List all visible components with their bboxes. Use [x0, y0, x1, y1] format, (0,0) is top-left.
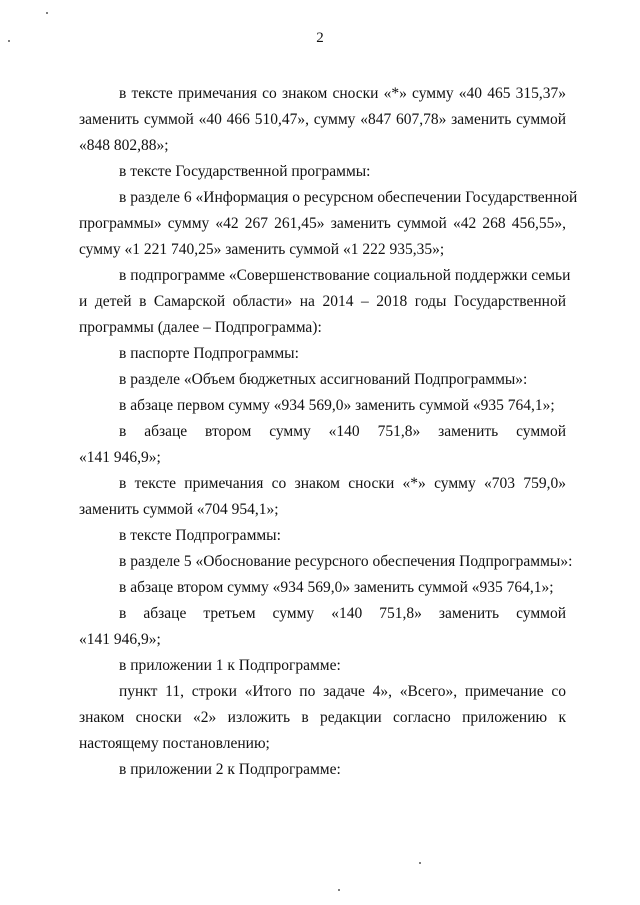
text-line: в абзаце втором сумму «140 751,8» заменить суммой	[119, 423, 566, 440]
page-number: 2	[316, 30, 324, 46]
text-line: в тексте Подпрограммы:	[119, 527, 281, 544]
text-line: в тексте Государственной программы:	[119, 163, 371, 180]
text-line: в абзаце втором сумму «934 569,0» заменить суммой «935 764,1»;	[119, 579, 554, 596]
text-line: в тексте примечания со знаком сноски «*» сумму «703 759,0»	[119, 475, 566, 492]
text-line: в разделе 6 «Информация о ресурсном обеспечении Государственной	[119, 189, 578, 206]
text-line: в абзаце первом сумму «934 569,0» заменить суммой «935 764,1»;	[119, 397, 555, 414]
text-line: в разделе 5 «Обоснование ресурсного обеспечения Подпрограммы»:	[119, 553, 573, 570]
text-line: заменить суммой «704 954,1»;	[79, 501, 279, 518]
scan-speck	[338, 889, 340, 891]
text-line: «141 946,9»;	[79, 449, 161, 466]
scan-speck	[8, 40, 10, 42]
text-line: в паспорте Подпрограммы:	[119, 345, 299, 362]
text-line: «848 802,88»;	[79, 137, 169, 154]
text-line: в приложении 1 к Подпрограмме:	[119, 657, 341, 674]
text-line: в подпрограмме «Совершенствование социальной поддержки семьи	[119, 267, 571, 284]
scan-speck	[46, 12, 48, 14]
text-line: сумму «1 221 740,25» заменить суммой «1 222 935,35»;	[79, 241, 445, 258]
text-line: в приложении 2 к Подпрограмме:	[119, 761, 341, 778]
text-line: программы (далее – Подпрограмма):	[79, 319, 322, 336]
scan-speck	[419, 862, 421, 864]
text-line: и детей в Самарской области» на 2014 – 2018 годы Государственной	[79, 293, 566, 310]
text-line: в тексте примечания со знаком сноски «*» сумму «40 465 315,37»	[119, 85, 566, 102]
text-line: в разделе «Объем бюджетных ассигнований Подпрограммы»:	[119, 371, 528, 388]
text-line: настоящему постановлению;	[79, 735, 270, 752]
text-line: пункт 11, строки «Итого по задаче 4», «Всего», примечание со	[119, 683, 566, 700]
text-line: заменить суммой «40 466 510,47», сумму «847 607,78» заменить суммой	[79, 111, 566, 128]
text-line: «141 946,9»;	[79, 631, 161, 648]
text-line: знаком сноски «2» изложить в редакции согласно приложению к	[79, 709, 566, 726]
text-line: в абзаце третьем сумму «140 751,8» заменить суммой	[119, 605, 566, 622]
text-line: программы» сумму «42 267 261,45» заменить суммой «42 268 456,55»,	[79, 215, 566, 232]
